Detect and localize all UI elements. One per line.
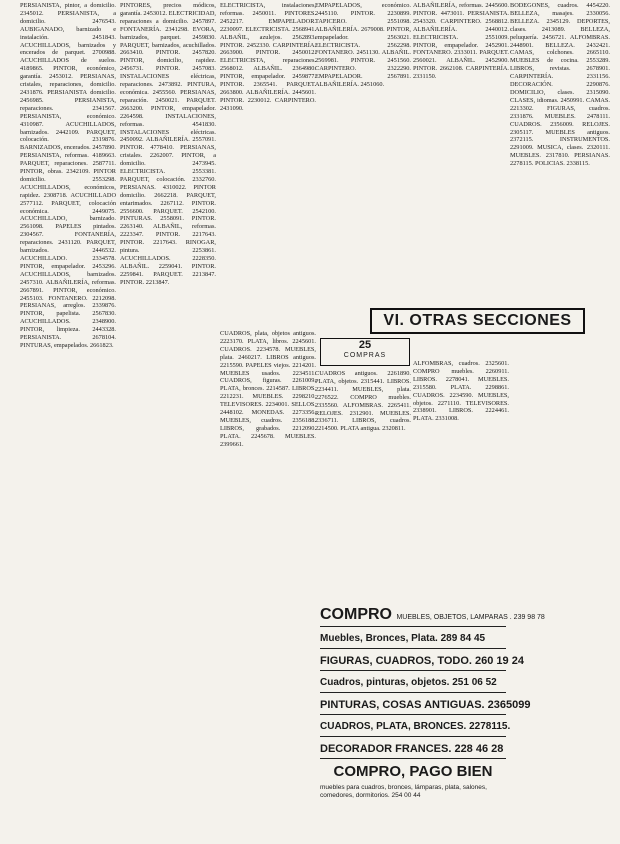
section-header: VI. OTRAS SECCIONES [370, 308, 585, 334]
classified-column-2: PINTORES, precios módicos, garantía. 2453012. ELECTRICIDAD, reparaciones a domicilio. 2457897. FONTANERÍA. 2341298. EVORA, barnizados, parquet. 2459830. PARQUET, barnizados, acuchillados. 2663410. PINTOR. 2457820. PINTOR, domicilio, rapidez. 2456731. PINTOR. 2457083. INSTALACIONES eléctricas, reparaciones. 2473892. PINTURA, económica. 2455560. PERSIANAS, reparación. 2450021. PARQUET. 2663200. PINTOR, empapelador. 2264598. INSTALACIONES, reformas. 4541830. INSTALACIONES eléctricas. 2450092. ALBAÑILERÍA. 2557091. PINTOR. 4778410. PERSIANAS, cristales. 2262007. PINTOR, a domicilio. 2473945. ELECTRICISTA. 2553381. PARQUET, colocación. 2332760. PERSIANAS. 4310022. PINTOR domicilio. 2662218. PARQUET, entarimados. 2267112. PINTOR. 2556600. PARQUET. 2542100. PINTURAS. 2558091. PINTOR. 2263140. ALBAÑIL, reformas. 2223347. PINTOR. 2217643. PINTOR. 2217643. RINOGAR, pintura. 2253861. ACUCHILLADOS. 2228350. ALBAÑIL. 2259041. PINTOR. 2259841. PARQUET. 2213847. PINTOR. 2213847. [120, 2, 217, 286]
ad-compro-main: COMPRO [320, 606, 392, 623]
display-ads-block [320, 605, 545, 835]
ad-cuadros-pinturas: Cuadros, pinturas, objetos. 251 06 52 [320, 677, 497, 688]
ad-divider [320, 648, 506, 649]
ad-muebles-bronces: Muebles, Bronces, Plata. 289 84 45 [320, 633, 486, 644]
ad-divider [320, 692, 506, 693]
ad-compro-small: MUEBLES, OBJETOS, LAMPARAS . 239 98 78 [396, 614, 545, 621]
ad-divider [320, 626, 506, 627]
ad-decorador-frances: DECORADOR FRANCES. 228 46 28 [320, 743, 504, 755]
ad-compro-details: muebles para cuadros, bronces, lámparas, plata, salones, comedores, dormitorios. 254 00 44 [320, 784, 487, 799]
ad-divider [320, 758, 506, 759]
ad-compro-pago-bien: COMPRO, PAGO BIEN [333, 763, 493, 780]
classified-column-4: EMPAPELADOS, económico. 2445110. PINTOR. 2230899. TAPICERO. 2551098. ALBAÑILERÍA. 2679008. PINTOR, empapelador. 2563021. ELECTRICISTA. 2562298. FONTANERO. 2451130. ALBAÑIL. 2569981. PINTOR. 2451560. CARPINTERO. 2322290. EMPAPELADOR. 2567891. ALBAÑILERÍA. 2451060. [315, 2, 411, 89]
ad-compro-muebles [320, 605, 545, 628]
classified-column-6: BODEGONES, cuadros. 4454220. BELLEZA, masajes. 2330056. BELLEZA. 2345129. DEPORTES, clases. 2413089. BELLEZA, peluquería. 2456721. ALFOMBRAS. 2448901. BELLEZA. 2432421. CAMAS, colchones. 2665110. MUEBLES de cocina. 2553289. LIBROS, revistas. 2678901. CARPINTERÍA. 2331156. DECORACIÓN. 2290876. DOMICILIO, clases. 2315090. CLASES, idiomas. 2450991. CAMAS. 2213302. FIGURAS, cuadros. 2331876. MUEBLES. 2478111. CUADROS. 2356009. RELOJES. 2305117. MUEBLES antiguos. 2372115. INSTRUMENTOS. 2291009. MUSICA, clases. 2320111. MUEBLES. 2317810. PERSIANAS. 2278115. POLICIAS. 2338115. [510, 2, 610, 168]
classified-column-3: ELECTRICISTA, instalaciones, reformas. 2450011. PINTORES. 2452217. EMPAPELADOR. 2230097. ELECTRICISTA. 2568941. ALBAÑIL, azulejos. 2562893. PINTOR. 2452330. CARPINTERÍA. 2663900. PINTOR. 2450012. ELECTRICISTA, reparaciones. 2568012. ALBAÑIL. 2364980. PINTOR, empapelador. 2459877. PINTOR. 2365541. PARQUET. 2663800. ALBAÑILERÍA. 2445601. PINTOR. 2230012. CARPINTERO. 2431090. [220, 2, 316, 112]
compras-section-box [320, 338, 410, 366]
classified-column-5: ALBAÑILERÍA, reformas. 2445600. PINTOR. 4473011. PERSIANISTA. 2543320. CARPINTERO. 2568812. ALBAÑILERÍA. 2440012. ELECTRICISTA. 2551009. PINTOR, empapelador. 2452901. FONTANERO. 2333011. PARQUET. 2560021. ALBAÑIL. 2452900. PINTOR. 2662108. CARPINTERÍA. 2331150. [413, 2, 509, 81]
ad-cuadros-plata: CUADROS, PLATA, BRONCES. 2278115. [320, 721, 511, 732]
compras-column-2: CUADROS antiguos. 2261890. PLATA, objetos. 2315441. LIBROS. 2234411. MUEBLES, plata. 2276522. COMPRO muebles. 2335560. ALFOMBRAS. 2265411. RELOJES. 2312901. MUEBLES. 2336711. LIBROS, cuadros. 2214500. PLATA antigua. 2320811. [315, 370, 411, 433]
ad-figuras-cuadros: FIGURAS, CUADROS, TODO. 260 19 24 [320, 655, 524, 667]
classified-column-1: PERSIANISTA, pintor, a domicilio. 2345012. PERSIANISTA, a domicilio. 2476543. AUBIGANADO, barnizado e instalación. 2451843. ACUCHILLADOS, barnizados y encerados de parquet. 2700988. ACUCHILLADOS de suelos. 4189865. PINTOR, económico, garantía. 2453012. PERSIANAS, cristales, reparaciones, domicilio. 2431876. PERSIANISTA domicilio. 2456985. PERSIANISTA, reparaciones. 2341567. PERSIANISTA, económico. 4310987. ACUCHILLADOS, barnizados. 2442109. PARQUET, colocación. 2319876. BARNIZADOS, encerados. 2457890. PERSIANISTA, reformas. 4189663. PARQUET, reparaciones. 2587711. PINTOR, obras. 2342109. PINTOR domicilio. 2553298. ACUCHILLADOS, económicos, rapidez. 2308718. ACUCHILLADO 2577112. PARQUET, colocación económica. 2449075. ACUCHILLADO, barnizado. 2561098. PAPELES pintados. 2304567. FONTANERÍA, reparaciones. 2431120. PARQUET, barnizados. 2446532. ACUCHILLADO. 2334578. PINTOR, empapelador. 2453296. ACUCHILLADOS, barnizados. 2457310. ALBAÑILERÍA, reformas. 2667891. PINTOR, económico. 2455103. FONTANERO. 2212098. PERSIANAS, arreglos. 2339876. PINTOR, papelista. 2567830. ACUCHILLADOS. 2348900. PINTOR, limpieza. 2443328. PERSIANISTA. 2678104. PINTURAS, empapelados. 2661823. [20, 2, 116, 349]
ad-divider [320, 714, 506, 715]
ad-divider [320, 670, 506, 671]
compras-label: COMPRAS [343, 352, 387, 359]
compras-column-1: CUADROS, plata, objetos antiguos. 2223170. PLATA, libros. 2245601. CUADROS. 2234578. MUEBLES, plata. 2460217. LIBROS antiguos. 2215590. PAPELES viejos. 2214201. MUEBLES usados. 2234511. CUADROS, figuras. 2261009. PLATA, bronces. 2214587. LIBROS. 2212231. MUEBLES. 2298210. TELEVISORES. 2234001. SELLOS. 2448102. MONEDAS. 2273356. MUEBLES, cuadros. 2356188. LIBROS, grabados. 2212090. PLATA. 2245678. MUEBLES. 2399661. [220, 330, 316, 448]
compras-number: 25 [358, 339, 372, 351]
ad-divider [320, 736, 506, 737]
ad-pinturas-cosas: PINTURAS, COSAS ANTIGUAS. 2365099 [320, 699, 531, 711]
compras-column-3: ALFOMBRAS, cuadros. 2325601. COMPRO muebles. 2260911. LIBROS. 2278041. MUEBLES. 2315580. PLATA. 2298861. CUADROS. 2234590. MUEBLES, objetos. 2271110. TELEVISORES. 2338901. LIBROS. 2224461. PLATA. 2331008. [413, 360, 509, 423]
